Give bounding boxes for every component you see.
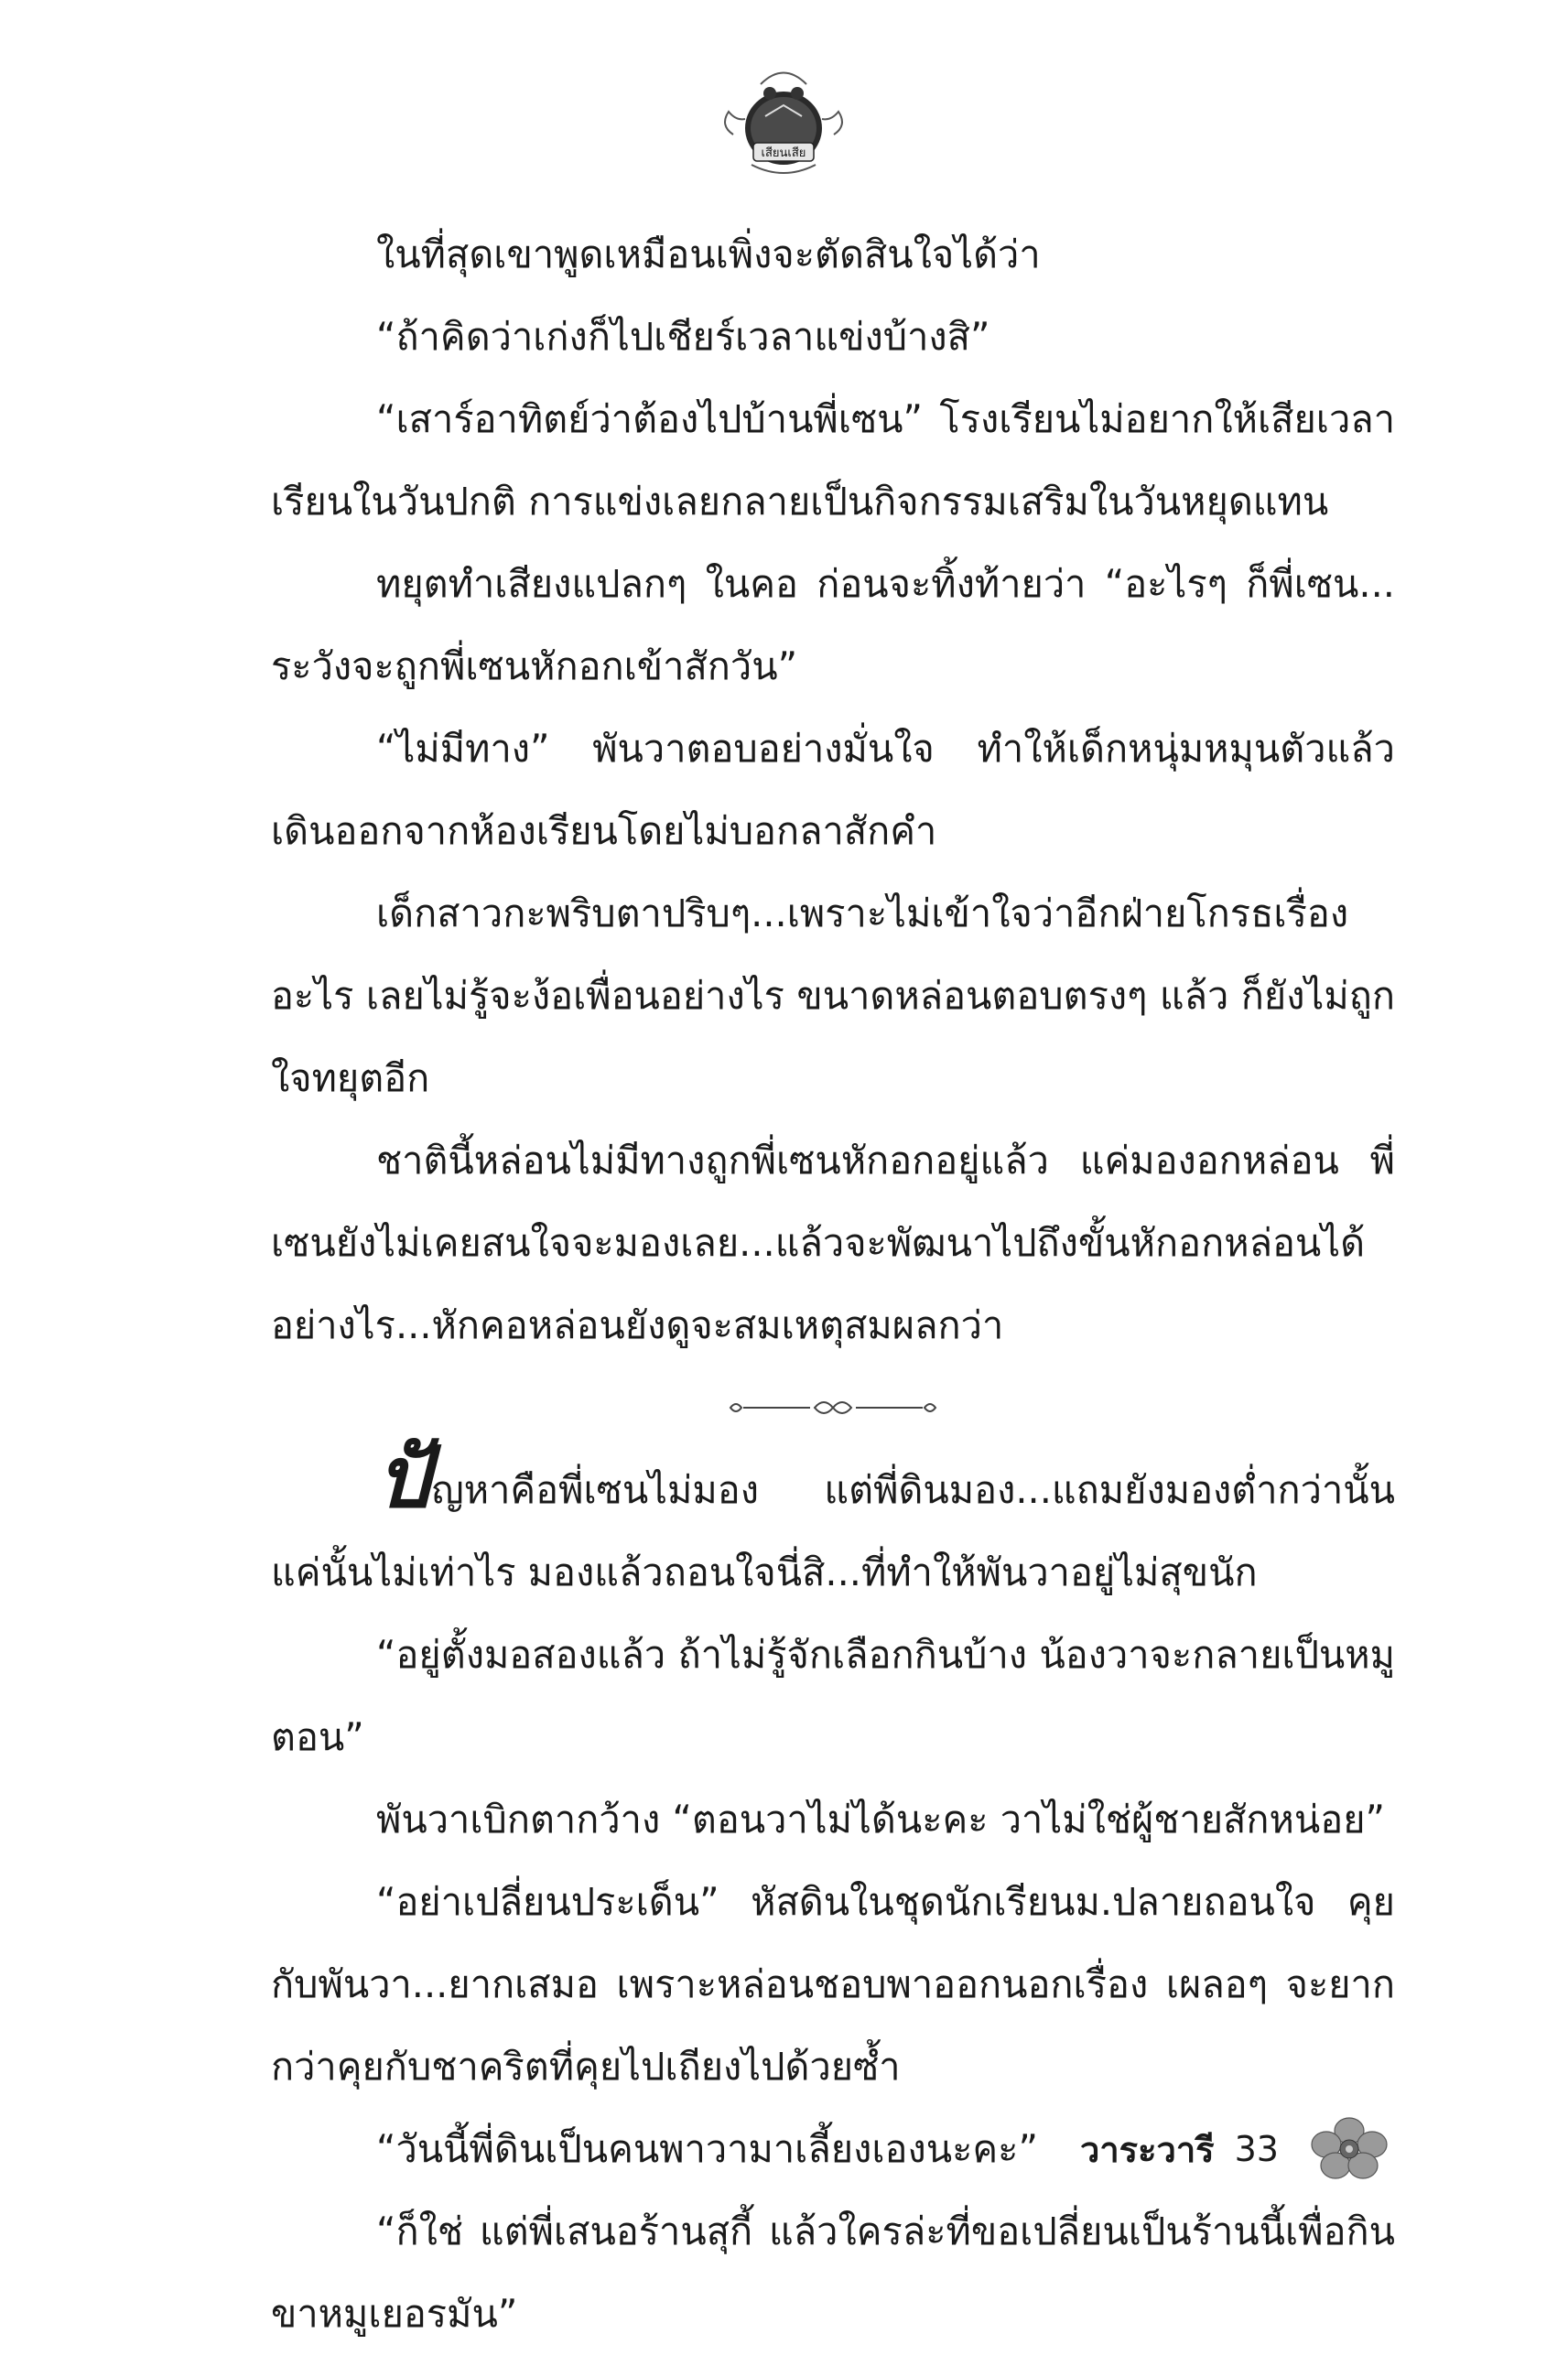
paragraph: ในที่สุดเขาพูดเหมือนเพิ่งจะตัดสินใจได้ว่า: [376, 232, 1041, 276]
drop-cap: ปั: [376, 1428, 430, 1527]
section-divider-icon: [271, 1367, 1395, 1449]
paragraph: “ก็ใช่ แต่พี่เสนอร้านสุกี้ แล้วใครล่ะที่ขอเปลี่ยนเป็นร้านนี้เพื่อกินขาหมูเยอรมัน”: [271, 2209, 1395, 2336]
dropcap-paragraph: [271, 1428, 1395, 1614]
paragraph: ทยุตทำเสียงแปลกๆ ในคอ ก่อนจะทิ้งท้ายว่า “อะไรๆ ก็พี่เซน... ระวังจะถูกพี่เซนหักอกเข้าสักวัน”: [271, 561, 1395, 688]
paragraph: ชาตินี้หล่อนไม่มีทางถูกพี่เซนหักอกอยู่แล้ว แค่มองอกหล่อน พี่เซนยังไม่เคยสนใจจะมองเลย...แล้วจะพัฒนาไปถึงขั้นหักอกหล่อนได้อย่างไร...หักคอหล่อนยังดูจะสมเหตุสมผลกว่า: [271, 1138, 1395, 1347]
dropcap-paragraph-text: ญหาคือพี่เซนไม่มอง แต่พี่ดินมอง...แถมยังมองต่ำกว่านั้น แค่นั้นไม่เท่าไร มองแล้วถอนใจนี่สิ...ที่ทำให้พันวาอยู่ไม่สุขนัก: [271, 1467, 1395, 1594]
paragraph: พันวาเบิกตากว้าง “ตอนวาไม่ได้นะคะ วาไม่ใช่ผู้ชายสักหน่อย”: [376, 1797, 1386, 1842]
flower-icon: [1299, 2112, 1400, 2186]
book-title: วาระวารี: [1080, 2129, 1215, 2170]
paragraph: “ไม่มีทาง” พันวาตอบอย่างมั่นใจ ทำให้เด็กหนุ่มหมุนตัวแล้วเดินออกจากห้องเรียนโดยไม่บอกลาสักคำ: [271, 726, 1395, 853]
page-number: 33: [1234, 2129, 1279, 2169]
page-footer: [1080, 2112, 1400, 2186]
paragraph: “วันนี้พี่ดินเป็นคนพาวามาเลี้ยงเองนะคะ”: [376, 2126, 1038, 2171]
paragraph: เด็กสาวกะพริบตาปริบๆ...เพราะไม่เข้าใจว่าอีกฝ่ายโกรธเรื่องอะไร เลยไม่รู้จะง้อเพื่อนอย่างไร ขนาดหล่อนตอบตรงๆ แล้ว ก็ยังไม่ถูกใจทยุตอีก: [271, 891, 1395, 1100]
body-text: [271, 213, 1395, 2355]
paragraph: “ถ้าคิดว่าเก่งก็ไปเชียร์เวลาแข่งบ้างสิ”: [376, 314, 990, 359]
ornamental-logo-icon: [715, 57, 852, 185]
paragraph: “อยู่ตั้งมอสองแล้ว ถ้าไม่รู้จักเลือกกินบ้าง น้องวาจะกลายเป็นหมูตอน”: [271, 1632, 1395, 1759]
paragraph: “เสาร์อาทิตย์ว่าต้องไปบ้านพี่เซน” โรงเรียนไม่อยากให้เสียเวลาเรียนในวันปกติ การแข่งเลยกลายเป็นกิจกรรมเสริมในวันหยุดแทน: [271, 396, 1395, 524]
ornament-label: เสียนเสีย: [761, 146, 806, 160]
paragraph: “อย่าเปลี่ยนประเด็น” หัสดินในชุดนักเรียนม.ปลายถอนใจ คุยกับพันวา...ยากเสมอ เพราะหล่อนชอบพาออกนอกเรื่อง เผลอๆ จะยากกว่าคุยกับชาคริตที่คุยไปเถียงไปด้วยซ้ำ: [271, 1879, 1395, 2089]
